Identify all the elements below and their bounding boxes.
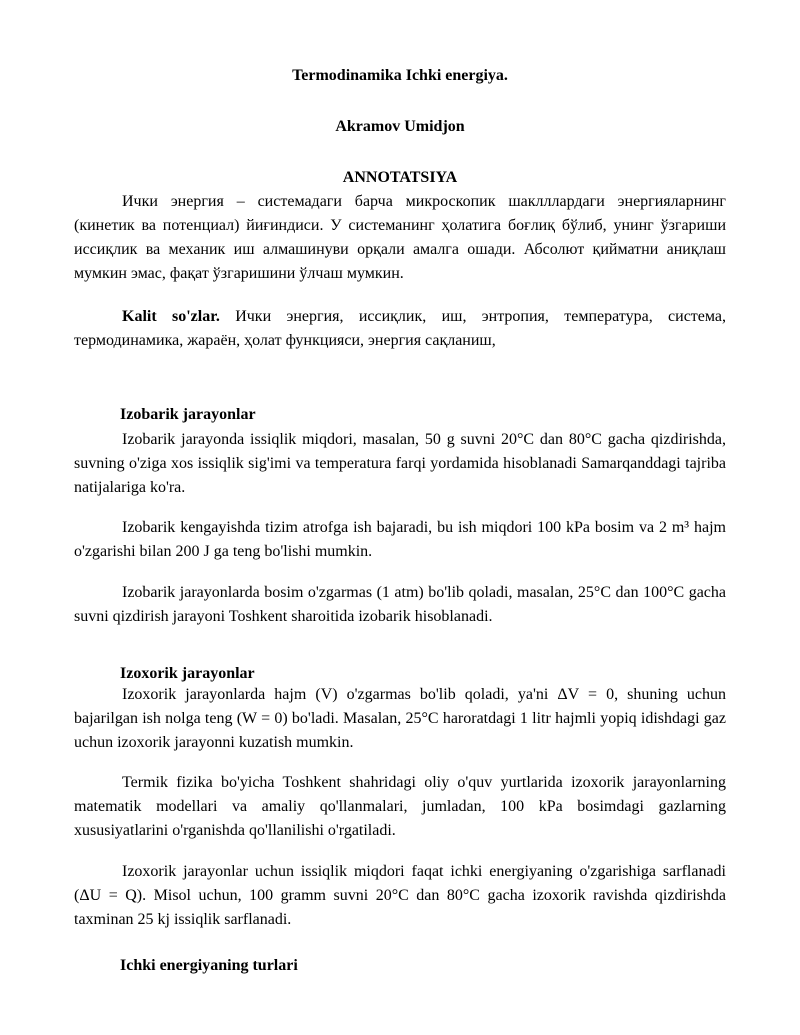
section-heading-turlari: Ichki energiyaning turlari <box>120 957 298 974</box>
izobarik-paragraph-3: Izobarik jarayonlarda bosim o'zgarmas (1 atm) bo'lib qoladi, masalan, 25°C dan 100°C gacha suvni qizdirish jarayoni Toshkent sharoitida izobarik hisoblanadi. <box>74 584 726 625</box>
document-title: Termodinamika Ichki energiya. <box>292 67 508 84</box>
keywords-paragraph <box>74 305 726 353</box>
annotation-paragraph: Ички энергия – системадаги барча микроскопик шаклллардаги энергияларнинг (кинетик ва потенциал) йиғиндиси. У системанинг ҳолатига боғлиқ бўлиб, унинг ўзгариши иссиқлик ва механик иш алмашинуви орқали амалга ошади. Абсолют қийматни аниқлаш мумкин эмас, фақат ўзгаришини ўлчаш мумкин. <box>74 193 726 282</box>
izoxorik-paragraph-2: Termik fizika bo'yicha Toshkent shahridagi oliy o'quv yurtlarida izoxorik jarayonlarning matematik modellari va amaliy qo'llanmalari, jumladan, 100 kPa bosimdagi gazlarning xususiyatlarini o'rganishda qo'llanilishi o'rgatiladi. <box>74 774 726 839</box>
annotation-heading: ANNOTATSIYA <box>342 169 458 186</box>
izobarik-paragraph-1: Izobarik jarayonda issiqlik miqdori, masalan, 50 g suvni 20°C dan 80°C gacha qizdirishda, suvning o'ziga xos issiqlik sig'imi va temperatura farqi yordamida hisoblanadi Samarqanddagi tajriba natijalariga ko'ra. <box>74 431 726 496</box>
izoxorik-paragraph-3: Izoxorik jarayonlar uchun issiqlik miqdori faqat ichki energiyaning o'zgarishiga sarflanadi (ΔU = Q). Misol uchun, 100 gramm suvni 20°C dan 80°C gacha izoxorik ravishda qizdirishda taxminan 25 kj issiqlik sarflanadi. <box>74 863 726 928</box>
keywords-label: Kalit so'zlar. <box>122 308 220 325</box>
section-heading-izobarik: Izobarik jarayonlar <box>120 406 256 423</box>
section-heading-izoxorik: Izoxorik jarayonlar <box>120 665 255 682</box>
izobarik-paragraph-2: Izobarik kengayishda tizim atrofga ish bajaradi, bu ish miqdori 100 kPa bosim va 2 m³ hajm o'zgarishi bilan 200 J ga teng bo'lishi mumkin. <box>74 519 726 560</box>
keywords-text: Ички энергия, иссиқлик, иш, энтропия, температура, система, термодинамика, жараён, ҳолат функцияси, энергия сақланиш, <box>74 308 726 349</box>
izoxorik-paragraph-1: Izoxorik jarayonlarda hajm (V) o'zgarmas bo'lib qoladi, ya'ni ΔV = 0, shuning uchun bajarilgan ish nolga teng (W = 0) bo'ladi. Masalan, 25°C haroratdagi 1 litr hajmli yopiq idishdagi gaz uchun izoxorik jarayonni kuzatish mumkin. <box>74 686 726 751</box>
author-name: Akramov Umidjon <box>335 118 465 135</box>
